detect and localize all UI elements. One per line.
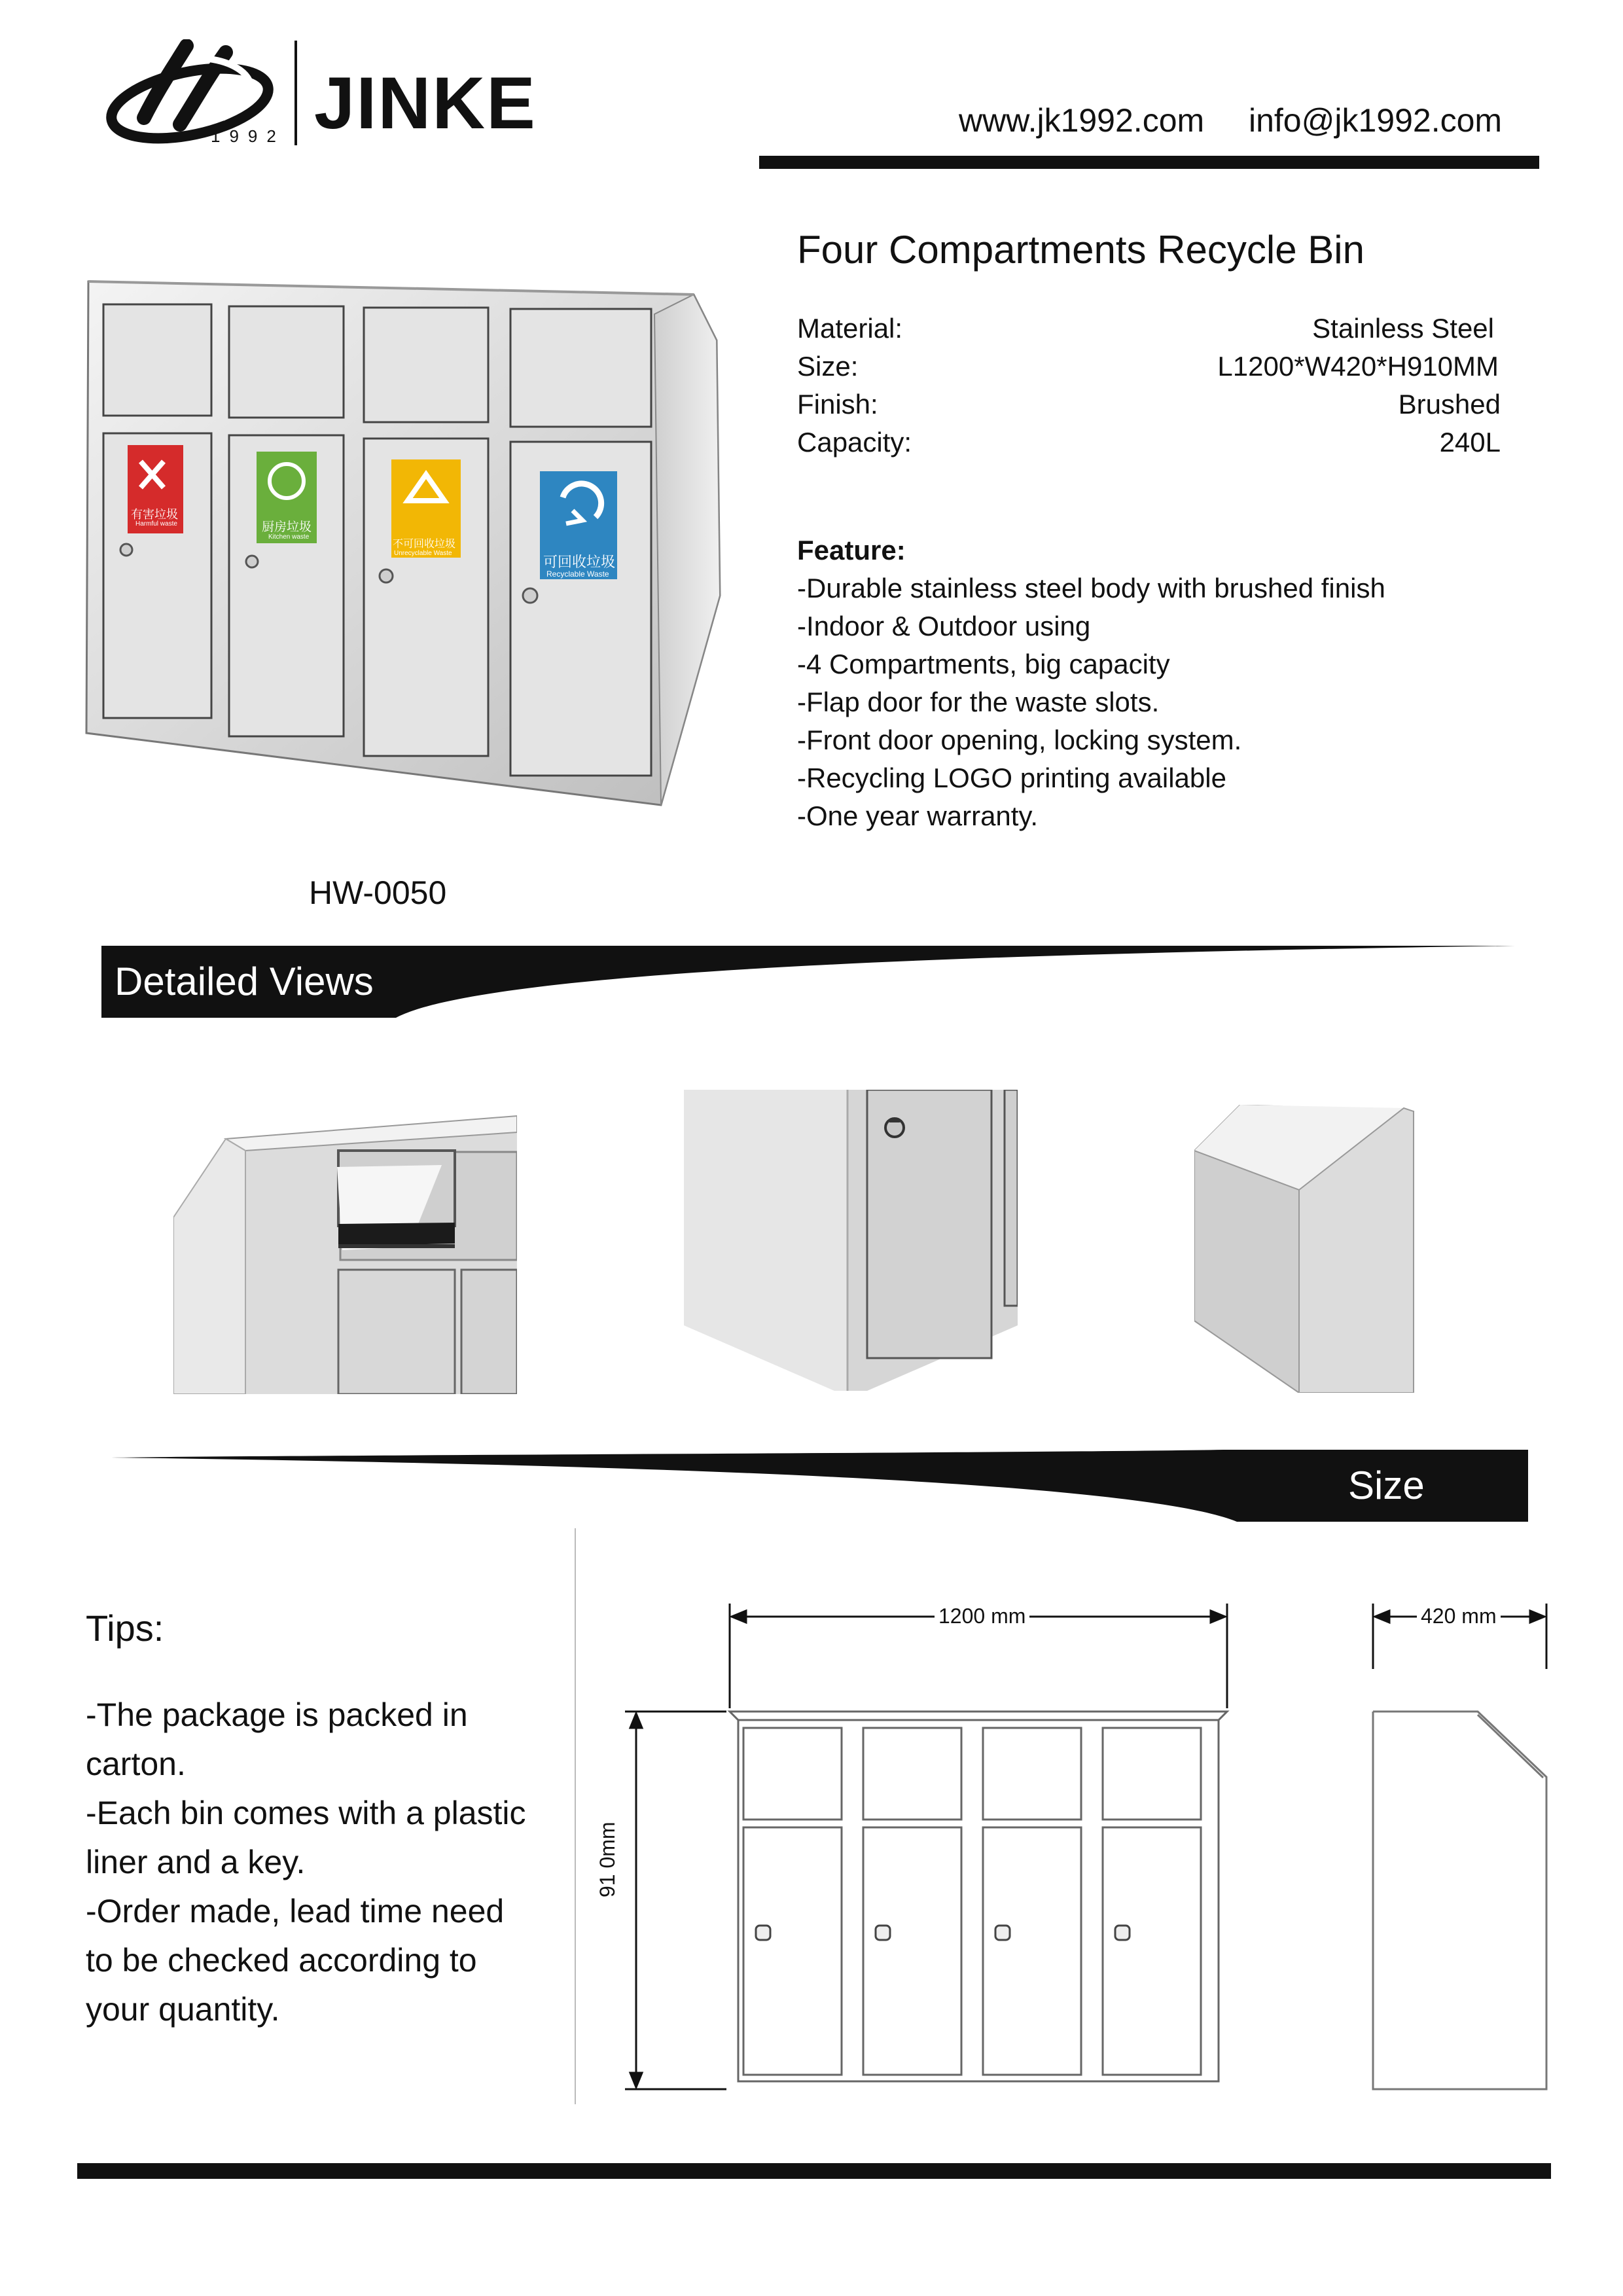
detail-flap-image [173, 1106, 517, 1394]
spec-label: Finish: [797, 389, 878, 420]
label-text-3: 不可回收垃圾 [393, 539, 456, 550]
spec-label: Material: [797, 313, 903, 344]
feature-title: Feature: [797, 535, 906, 565]
feature-item: -Front door opening, locking system. [797, 725, 1242, 755]
feature-item: -One year warranty. [797, 800, 1039, 831]
header-rule [759, 156, 1539, 169]
spec-value: Stainless Steel [1312, 313, 1494, 344]
spec-label: Capacity: [797, 427, 912, 457]
tips-line: carton. [86, 1746, 186, 1782]
email-link[interactable]: info@jk1992.com [1249, 102, 1503, 139]
spec-value: 240L [1439, 427, 1501, 457]
logo-divider [294, 41, 297, 145]
width-dimension-label: 420 mm [1417, 1604, 1501, 1628]
label-text-2: 厨房垃圾 [262, 520, 312, 534]
label-sub-1: Harmful waste [135, 520, 177, 528]
front-dimension-drawing [622, 1597, 1237, 2094]
footer-rule [77, 2163, 1551, 2179]
feature-item: -Durable stainless steel body with brushed finish [797, 573, 1385, 603]
tips-title: Tips: [86, 1607, 164, 1649]
label-sub-4: Recyclable Waste [546, 569, 609, 579]
tips-line: liner and a key. [86, 1844, 306, 1880]
tips-line: -Each bin comes with a plastic [86, 1795, 526, 1831]
length-dimension-label: 1200 mm [935, 1604, 1029, 1628]
label-text-1: 有害垃圾 [131, 508, 178, 521]
feature-item: -4 Compartments, big capacity [797, 649, 1170, 679]
feature-item: -Recycling LOGO printing available [797, 762, 1226, 793]
feature-item: -Indoor & Outdoor using [797, 611, 1091, 641]
label-text-4: 可回收垃圾 [543, 554, 616, 570]
logo-year: 1992 [211, 126, 285, 146]
height-dimension-label: 91 0mm [596, 1818, 620, 1901]
feature-list [797, 531, 1517, 835]
size-heading: Size [1348, 1463, 1425, 1507]
spec-value: L1200*W420*H910MM [1217, 351, 1499, 382]
tips-line: -Order made, lead time need [86, 1893, 505, 1929]
tips-line: to be checked according to [86, 1942, 477, 1979]
tips-divider [575, 1528, 576, 2104]
tips-line: -The package is packed in [86, 1696, 468, 1733]
tips-line: your quantity. [86, 1991, 280, 2028]
spec-row [797, 427, 1501, 465]
spec-row [797, 313, 1501, 351]
spec-value: Brushed [1398, 389, 1501, 420]
detail-side-image [1194, 1105, 1420, 1393]
feature-item: -Flap door for the waste slots. [797, 687, 1160, 717]
detailed-views-heading: Detailed Views [115, 960, 374, 1003]
spec-row [797, 351, 1501, 389]
spec-row [797, 389, 1501, 427]
side-dimension-drawing [1361, 1597, 1558, 2094]
spec-table [797, 313, 1501, 465]
model-number: HW-0050 [309, 874, 447, 911]
tips-list [86, 1691, 583, 2034]
website-link[interactable]: www.jk1992.com [959, 102, 1205, 139]
brand-name: JINKE [314, 62, 537, 144]
size-band [111, 1450, 1528, 1525]
spec-label: Size: [797, 351, 859, 382]
label-sub-2: Kitchen waste [268, 533, 310, 541]
detail-lock-image [684, 1090, 1018, 1391]
label-sub-3: Unrecyclable Waste [394, 550, 452, 557]
product-title: Four Compartments Recycle Bin [797, 228, 1364, 272]
